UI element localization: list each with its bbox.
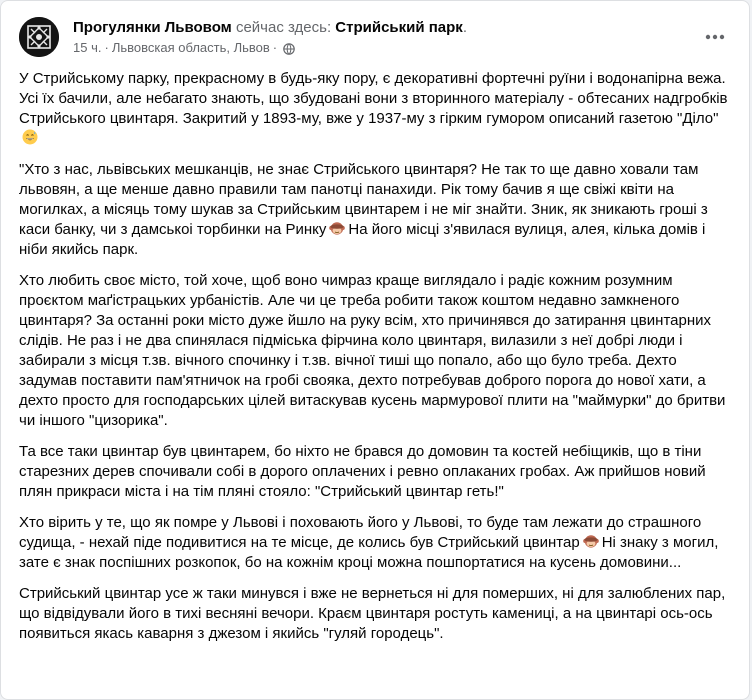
grinning-sweat-emoji-icon <box>22 129 38 145</box>
post-paragraph <box>19 513 737 573</box>
post-paragraph <box>19 442 737 502</box>
place-name-link[interactable]: Стрийський парк <box>335 19 463 36</box>
post-meta <box>73 39 295 57</box>
meta-separator: · <box>104 40 109 55</box>
see-no-evil-monkey-emoji-icon <box>583 533 599 549</box>
paragraph-text: "Хто з нас, львівських мешканців, не знає Стрийського цвинтаря? Не так то ще давно ховали там львовян, а ще менше давно правили там панотці панахиди. Рік тому бачив я ще свіжі квіти на могилках, а місяць тому шукав за Стрийським цвинтарем і не міг знайти. Зник, як зникають гроші з каси банку, чи з дамськоі торбинки на Ринку <box>19 161 708 238</box>
more-options-button[interactable] <box>697 19 733 55</box>
globe-icon[interactable] <box>283 42 295 54</box>
post-paragraph <box>19 271 737 431</box>
paragraph-text: На його місці з'явилася вулиця, алея, кілька домів і ніби якийсь парк. <box>19 221 706 258</box>
paragraph-text: Стрийський цвинтар усе ж таки минувся і вже не вернеться ні для померших, ні для залюблених пар, що відвідували його в тихі весняні вечори. Краєм цвинтаря ростуть камениці, а на цвинтарі ось-ось появиться якась каварня з джезом і якийсь "гуляй городець". <box>19 585 726 642</box>
post-header <box>19 17 733 59</box>
avatar-ornament-icon <box>19 17 59 57</box>
paragraph-text: Хто вірить у те, що як помре у Львові і поховають його у Львові, то буде там лежати до страшного судища, - нехай піде подивитися на те місце, де колись був Стрийський цвинтар <box>19 514 702 551</box>
post-paragraph <box>19 584 737 644</box>
paragraph-text: Хто любить своє місто, той хоче, щоб воно чимраз краще виглядало і радіє кожним розумним проєктом маґістрацьких урбаністів. Але чи це треба робити також коштом недавно замкненого цвинтаря? За останні роки місто дуже йшло на руку всім, хто причинявся до затирання цвинтарних слідів. Не раз і не два спинялася підміська фірчина коло цвинтаря, вилазили з неї добрі люди і забирали з місця т.зв. вічного спочинку і т.зв. вічної тиші що попало, або що було треба. Дехто задумав поставити пам'ятничок на гробі свояка, дехто потребував доброго порога до нової хати, а дехто просто для господарських цілей витаскував кусень мармурової плити на "маймурки" до бритви чи іншого "цизорика". <box>19 272 726 429</box>
post-location[interactable]: Львовская область, Львов <box>111 40 270 55</box>
post-timestamp[interactable]: 15 ч. <box>73 40 102 55</box>
title-trailing-dot: . <box>462 19 467 36</box>
paragraph-text: Ні знаку з могил, зате є знак поспішних розкопок, бо на кожнім кроці можна пошпортатися на кусень домовини... <box>19 534 719 571</box>
see-no-evil-monkey-emoji-icon <box>329 220 345 236</box>
more-horizontal-icon <box>705 34 725 40</box>
meta-separator: · <box>272 40 278 55</box>
page-name-link[interactable]: Прогулянки Львовом <box>73 19 232 36</box>
paragraph-text: Та все таки цвинтар був цвинтарем, бо ніхто не брався до домовин та костей небіщиків, що в тіни старезних дерев спочивали собі в дорого оплачених і ревно оплаканих гробах. Аж прийшов новий плян прикраси міста і на тім пляні стояло: "Стрийський цвинтар геть!" <box>19 443 706 500</box>
post-title-line <box>73 18 467 38</box>
page-avatar[interactable] <box>19 17 59 57</box>
post-body <box>19 69 737 655</box>
paragraph-text: У Стрийському парку, прекрасному в будь-яку пору, є декоративні фортечні руїни і водонапірна вежа. Усі їх бачили, але небагато знають, що збудовані вони з вторинного матеріалу - обтесаних надгробків Стрийського цвинтаря. Закритий у 1893-му, вже у 1937-му з гірким гумором описаний газетою "Діло" <box>19 70 728 127</box>
post-paragraph <box>19 160 737 260</box>
post-paragraph <box>19 69 737 149</box>
checkin-text: сейчас здесь: <box>235 19 332 36</box>
